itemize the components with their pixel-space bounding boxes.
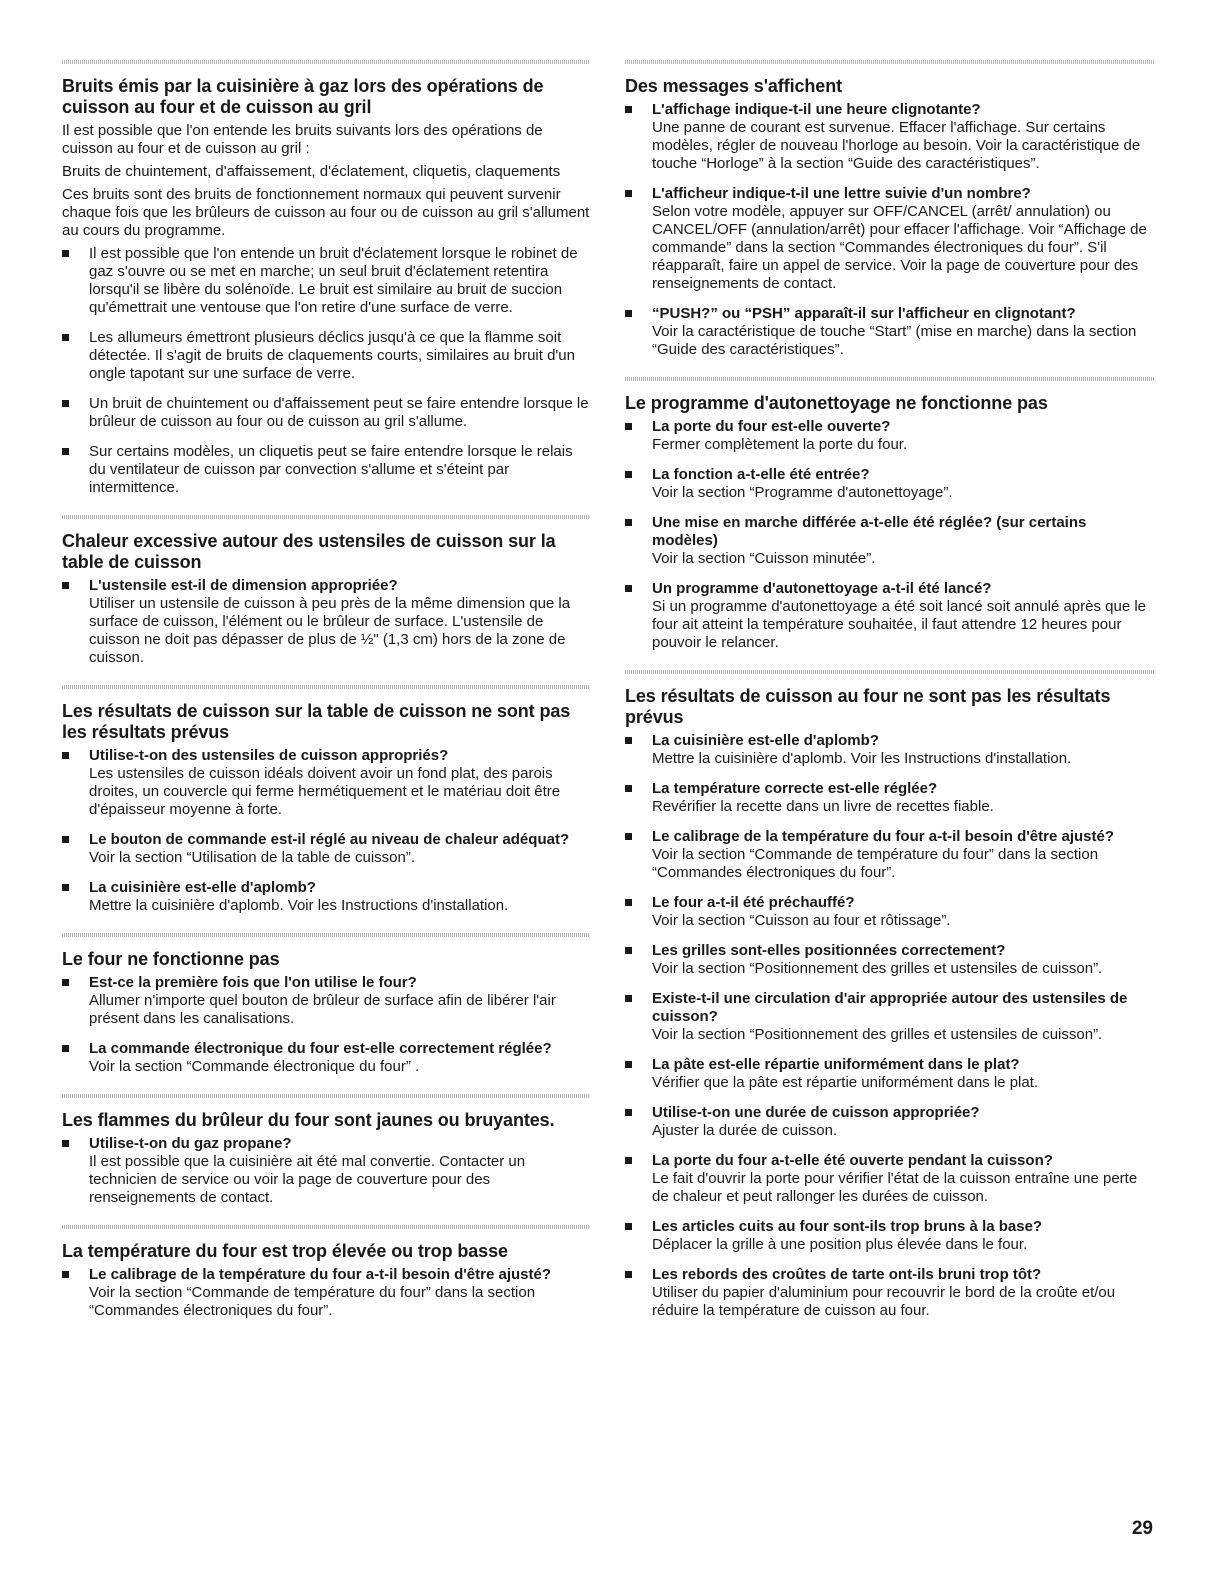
square-bullet-icon (625, 785, 632, 792)
troubleshooting-section (62, 515, 590, 667)
item-answer: Voir la section “Commande électronique du four” . (89, 1058, 420, 1075)
list-item (625, 1266, 1155, 1320)
square-bullet-icon (62, 836, 69, 843)
square-bullet-icon (625, 947, 632, 954)
item-question: Le calibrage de la température du four a-t-il besoin d'être ajusté? (652, 828, 1115, 845)
square-bullet-icon (62, 400, 69, 407)
troubleshooting-section (62, 685, 590, 915)
list-item (625, 580, 1155, 652)
item-answer: Voir la section “Cuisson minutée”. (652, 550, 876, 567)
section-heading: Les résultats de cuisson au four ne sont pas les résultats prévus (625, 686, 1111, 727)
section-divider (62, 60, 590, 64)
item-question: La porte du four est-elle ouverte? (652, 418, 891, 435)
square-bullet-icon (625, 995, 632, 1002)
item-answer: Sur certains modèles, un cliquetis peut se faire entendre lorsque le relais du ventilateur de cuisson par convection s'allume et s'éteint par intermittence. (89, 443, 573, 496)
item-question: Utilise-t-on du gaz propane? (89, 1135, 292, 1152)
square-bullet-icon (625, 1223, 632, 1230)
list-item (625, 990, 1155, 1044)
list-item (625, 1218, 1155, 1254)
item-question: La commande électronique du four est-elle correctement réglée? (89, 1040, 552, 1057)
list-item (625, 780, 1155, 816)
item-answer: Voir la section “Utilisation de la table de cuisson”. (89, 849, 416, 866)
square-bullet-icon (62, 1271, 69, 1278)
item-answer: Selon votre modèle, appuyer sur OFF/CANCEL (arrêt/ annulation) ou CANCEL/OFF (annulation/arrêt) pour effacer l'affichage. Voir “Affichage de commande” dans la section “Commandes électroniques du four”. S'il réapparaît, faire un appel de service. Voir la page de couverture pour des renseignements de contact. (652, 203, 1147, 292)
list-item (625, 1056, 1155, 1092)
list-item (625, 101, 1155, 173)
square-bullet-icon (62, 448, 69, 455)
page-number: 29 (1131, 1518, 1153, 1539)
square-bullet-icon (62, 334, 69, 341)
left-column (62, 60, 590, 1332)
item-answer: Il est possible que l'on entende un bruit d'éclatement lorsque le robinet de gaz s'ouvre ou se met en marche; un seul bruit d'éclatement retentira lorsqu'il se libère du solénoïde. Le bruit est similaire au bruit de succion qu'émettrait une ventouse que l'on retire d'une surface de verre. (89, 245, 578, 316)
item-question: Le four a-t-il été préchauffé? (652, 894, 855, 911)
item-question: Existe-t-il une circulation d'air appropriée autour des ustensiles de cuisson? (652, 990, 1128, 1025)
section-divider (62, 1094, 590, 1098)
section-divider (62, 933, 590, 937)
troubleshooting-section (625, 377, 1155, 652)
item-answer: Une panne de courant est survenue. Effacer l'affichage. Sur certains modèles, régler de nouveau l'horloge au besoin. Voir la caractéristique de touche “Horloge” à la section “Guide des caractéristiques”. (652, 119, 1141, 172)
list-item (625, 418, 1155, 454)
section-divider (625, 670, 1155, 674)
section-heading: La température du four est trop élevée ou trop basse (62, 1241, 508, 1261)
square-bullet-icon (625, 833, 632, 840)
item-list (62, 1266, 590, 1320)
troubleshooting-section (62, 60, 590, 497)
square-bullet-icon (62, 1045, 69, 1052)
square-bullet-icon (625, 423, 632, 430)
square-bullet-icon (625, 899, 632, 906)
section-heading: Le four ne fonctionne pas (62, 949, 280, 969)
section-heading: Les flammes du brûleur du four sont jaunes ou bruyantes. (62, 1110, 555, 1130)
item-question: La fonction a-t-elle été entrée? (652, 466, 870, 483)
item-answer: Voir la section “Commande de température du four” dans la section “Commandes électroniques du four”. (652, 846, 1099, 881)
list-item (625, 828, 1155, 882)
item-question: L'afficheur indique-t-il une lettre suivie d'un nombre? (652, 185, 1031, 202)
list-item (625, 466, 1155, 502)
section-divider (62, 515, 590, 519)
item-question: Une mise en marche différée a-t-elle été réglée? (sur certains modèles) (652, 514, 1087, 549)
troubleshooting-section (625, 670, 1155, 1320)
item-question: La température correcte est-elle réglée? (652, 780, 938, 797)
list-item (62, 577, 590, 667)
square-bullet-icon (62, 1140, 69, 1147)
item-question: La porte du four a-t-elle été ouverte pendant la cuisson? (652, 1152, 1053, 1169)
item-question: La cuisinière est-elle d'aplomb? (652, 732, 879, 749)
item-list (62, 245, 590, 497)
troubleshooting-section (62, 1225, 590, 1320)
section-heading: Le programme d'autonettoyage ne fonctionne pas (625, 393, 1048, 413)
square-bullet-icon (62, 752, 69, 759)
list-item (625, 894, 1155, 930)
section-divider (625, 377, 1155, 381)
section-heading: Des messages s'affichent (625, 76, 842, 96)
item-list (625, 418, 1155, 652)
list-item (62, 1040, 590, 1076)
square-bullet-icon (625, 1109, 632, 1116)
list-item (625, 732, 1155, 768)
item-answer: Déplacer la grille à une position plus élevée dans le four. (652, 1236, 1028, 1253)
item-question: “PUSH?” ou “PSH” apparaît-il sur l'afficheur en clignotant? (652, 305, 1076, 322)
list-item (625, 305, 1155, 359)
item-question: L'ustensile est-il de dimension appropriée? (89, 577, 398, 594)
item-answer: Le fait d'ouvrir la porte pour vérifier l'état de la cuisson entraîne une perte de chaleur et peut rallonger les durées de cuisson. (652, 1170, 1138, 1205)
square-bullet-icon (62, 979, 69, 986)
square-bullet-icon (62, 250, 69, 257)
item-answer: Les ustensiles de cuisson idéals doivent avoir un fond plat, des parois droites, un couvercle qui ferme hermétiquement et le matériau doit être d'épaisseur moyenne à forte. (89, 765, 561, 818)
item-answer: Si un programme d'autonettoyage a été soit lancé soit annulé après que le four ait atteint la température souhaitée, il faut attendre 12 heures pour pouvoir le relancer. (652, 598, 1147, 651)
item-question: Les rebords des croûtes de tarte ont-ils bruni trop tôt? (652, 1266, 1042, 1283)
list-item (62, 831, 590, 867)
list-item (625, 942, 1155, 978)
item-answer: Voir la caractéristique de touche “Start” (mise en marche) dans la section “Guide des caractéristiques”. (652, 323, 1137, 358)
item-answer: Fermer complètement la porte du four. (652, 436, 908, 453)
section-heading: Chaleur excessive autour des ustensiles de cuisson sur la table de cuisson (62, 531, 556, 572)
square-bullet-icon (625, 1271, 632, 1278)
item-list (62, 747, 590, 915)
square-bullet-icon (62, 582, 69, 589)
item-answer: Voir la section “Positionnement des grilles et ustensiles de cuisson”. (652, 1026, 1103, 1043)
body-paragraph: Bruits de chuintement, d'affaissement, d'éclatement, cliquetis, claquements (62, 163, 561, 180)
item-question: Est-ce la première fois que l'on utilise le four? (89, 974, 417, 991)
body-paragraph: Ces bruits sont des bruits de fonctionnement normaux qui peuvent survenir chaque fois que les brûleurs de cuisson au four ou de cuisson au gril s'allument au cours du programme. (62, 186, 590, 239)
item-answer: Mettre la cuisinière d'aplomb. Voir les Instructions d'installation. (652, 750, 1072, 767)
list-item (62, 395, 590, 431)
troubleshooting-section (625, 60, 1155, 359)
list-item (62, 974, 590, 1028)
item-answer: Mettre la cuisinière d'aplomb. Voir les Instructions d'installation. (89, 897, 509, 914)
item-question: Le calibrage de la température du four a-t-il besoin d'être ajusté? (89, 1266, 552, 1283)
list-item (625, 185, 1155, 293)
item-answer: Revérifier la recette dans un livre de recettes fiable. (652, 798, 994, 815)
item-answer: Vérifier que la pâte est répartie uniformément dans le plat. (652, 1074, 1039, 1091)
item-answer: Ajuster la durée de cuisson. (652, 1122, 838, 1139)
item-question: Le bouton de commande est-il réglé au niveau de chaleur adéquat? (89, 831, 570, 848)
section-heading: Les résultats de cuisson sur la table de cuisson ne sont pas les résultats prévus (62, 701, 571, 742)
list-item (625, 1152, 1155, 1206)
square-bullet-icon (625, 471, 632, 478)
right-column (625, 60, 1155, 1332)
item-question: L'affichage indique-t-il une heure clignotante? (652, 101, 981, 118)
item-list (625, 101, 1155, 359)
item-answer: Voir la section “Cuisson au four et rôtissage”. (652, 912, 951, 929)
section-heading: Bruits émis par la cuisinière à gaz lors des opérations de cuisson au four et de cuisson au gril (62, 76, 544, 117)
item-answer: Utiliser du papier d'aluminium pour recouvrir le bord de la croûte et/ou réduire la température de cuisson au four. (652, 1284, 1116, 1319)
square-bullet-icon (62, 884, 69, 891)
item-answer: Voir la section “Programme d'autonettoyage”. (652, 484, 953, 501)
section-divider (625, 60, 1155, 64)
list-item (62, 1266, 590, 1320)
list-item (62, 1135, 590, 1207)
section-divider (62, 1225, 590, 1229)
item-answer: Un bruit de chuintement ou d'affaissement peut se faire entendre lorsque le brûleur de cuisson au four ou de cuisson au gril s'allume. (89, 395, 589, 430)
item-question: La cuisinière est-elle d'aplomb? (89, 879, 316, 896)
list-item (62, 747, 590, 819)
list-item (62, 443, 590, 497)
item-question: Utilise-t-on des ustensiles de cuisson appropriés? (89, 747, 449, 764)
item-list (62, 974, 590, 1076)
item-answer: Les allumeurs émettront plusieurs déclics jusqu'à ce que la flamme soit détectée. Il s'agit de bruits de claquements courts, similaires au bruit d'un ongle tapotant sur une surface de verre. (89, 329, 575, 382)
square-bullet-icon (625, 190, 632, 197)
list-item (62, 879, 590, 915)
item-question: Un programme d'autonettoyage a-t-il été lancé? (652, 580, 992, 597)
list-item (62, 245, 590, 317)
item-answer: Allumer n'importe quel bouton de brûleur de surface afin de libérer l'air présent dans les canalisations. (89, 992, 556, 1027)
item-answer: Il est possible que la cuisinière ait été mal convertie. Contacter un technicien de service ou voir la page de couverture pour des renseignements de contact. (89, 1153, 526, 1206)
item-question: Les grilles sont-elles positionnées correctement? (652, 942, 1006, 959)
square-bullet-icon (625, 1061, 632, 1068)
troubleshooting-section (62, 1094, 590, 1207)
body-paragraph: Il est possible que l'on entende les bruits suivants lors des opérations de cuisson au four et de cuisson au gril : (62, 122, 543, 157)
square-bullet-icon (625, 585, 632, 592)
section-divider (62, 685, 590, 689)
item-question: Utilise-t-on une durée de cuisson appropriée? (652, 1104, 980, 1121)
item-question: La pâte est-elle répartie uniformément dans le plat? (652, 1056, 1020, 1073)
item-list (625, 732, 1155, 1320)
item-question: Les articles cuits au four sont-ils trop bruns à la base? (652, 1218, 1043, 1235)
square-bullet-icon (625, 310, 632, 317)
list-item (62, 329, 590, 383)
item-list (62, 577, 590, 667)
item-answer: Voir la section “Positionnement des grilles et ustensiles de cuisson”. (652, 960, 1103, 977)
square-bullet-icon (625, 519, 632, 526)
troubleshooting-section (62, 933, 590, 1076)
square-bullet-icon (625, 106, 632, 113)
item-answer: Utiliser un ustensile de cuisson à peu près de la même dimension que la surface de cuisson, l'élément ou le brûleur de surface. L'ustensile de cuisson ne doit pas dépasser de plus de ½" (1,3 cm) hors de la zone de cuisson. (89, 595, 571, 666)
item-answer: Voir la section “Commande de température du four” dans la section “Commandes électroniques du four”. (89, 1284, 536, 1319)
square-bullet-icon (625, 737, 632, 744)
square-bullet-icon (625, 1157, 632, 1164)
list-item (625, 1104, 1155, 1140)
list-item (625, 514, 1155, 568)
item-list (62, 1135, 590, 1207)
